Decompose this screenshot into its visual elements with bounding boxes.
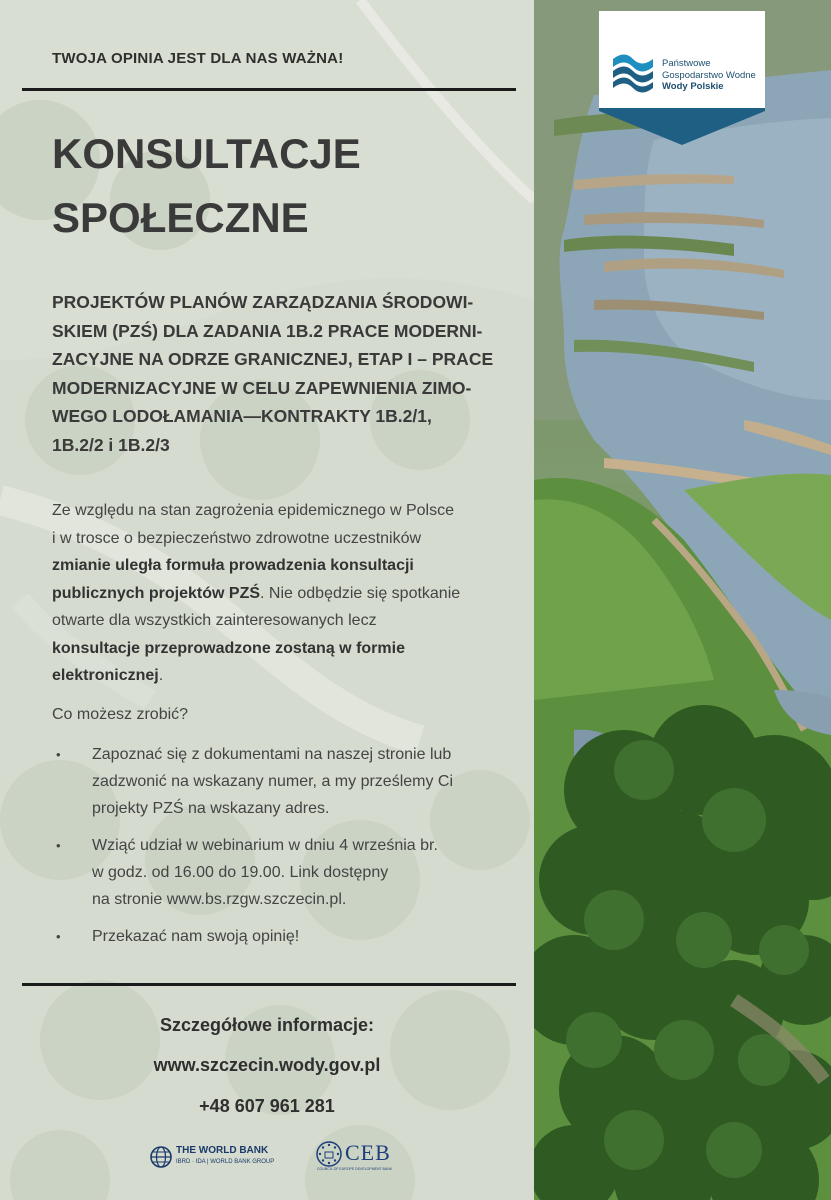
list-item-line: Wziąć udział w webinarium w dniu 4 września br. (92, 837, 438, 854)
list-item (52, 832, 522, 913)
bullet-icon: • (56, 929, 61, 944)
subtitle-line-5: WEGO LODOŁAMANIA—KONTRAKTY 1B.2/1, (52, 406, 432, 426)
subtitle-line-3: ZACYJNE NA ODRZE GRANICZNEJ, ETAP I – PRACE (52, 349, 494, 369)
actions-list (52, 741, 522, 960)
list-item (52, 923, 522, 950)
wody-polskie-badge (599, 11, 765, 145)
subtitle-line-2: SKIEM (PZŚ) DLA ZADANIA 1B.2 PRACE MODERNI- (52, 320, 483, 341)
bottom-divider (22, 983, 516, 986)
body-line-3: zmianie uległa formuła prowadzenia konsultacji (52, 557, 414, 574)
world-bank-name: THE WORLD BANK (176, 1145, 269, 1156)
body-line-7: elektronicznej. (52, 667, 164, 684)
subtitle-line-6: 1B.2/2 i 1B.2/3 (52, 434, 170, 455)
body-line-2: i w trosce o bezpieczeństwo zdrowotne uczestników (52, 529, 422, 547)
aerial-river-photo (534, 0, 831, 1200)
details-heading: Szczegółowe informacje: (159, 1015, 375, 1035)
tagline: TWOJA OPINIA JEST DLA NAS WAŻNA! (52, 50, 344, 67)
globe-icon (150, 1146, 172, 1168)
badge-line3: Wody Polskie (662, 81, 724, 92)
top-divider (22, 88, 516, 91)
list-item-line: Przekazać nam swoją opinię! (92, 928, 300, 945)
badge-org-name (662, 58, 756, 93)
body-line-5: otwarte dla wszystkich zainteresowanych lecz (52, 612, 377, 629)
badge-line2: Gospodarstwo Wodne (662, 69, 756, 81)
badge-line1: Państwowe (662, 58, 711, 69)
list-item-line: zadzwonić na wskazany numer, a my prześlemy Ci (92, 773, 454, 790)
title-line-1: KONSULTACJE (52, 130, 361, 177)
wody-polskie-logo-icon (611, 53, 655, 93)
world-bank-logo (150, 1142, 275, 1178)
bullet-icon: • (56, 838, 61, 853)
page-title (52, 122, 512, 250)
list-item-line: na stronie www.bs.rzgw.szczecin.pl. (92, 891, 347, 908)
intro-paragraph (52, 497, 522, 690)
title-line-2: SPOŁECZNE (52, 194, 309, 241)
ceb-logo (315, 1138, 405, 1178)
subtitle-line-4: MODERNIZACYJNE W CELU ZAPEWNIENIA ZIMO- (52, 377, 472, 398)
body-line-6: konsultacje przeprowadzone zostaną w formie (52, 639, 405, 657)
body-line-1: Ze względu na stan zagrożenia epidemicznego w Polsce (52, 502, 455, 519)
ceb-name: CEB (345, 1140, 391, 1165)
question-heading: Co możesz zrobić? (52, 706, 189, 723)
list-item-line: projekty PZŚ na wskazany adres. (92, 800, 330, 817)
list-item-line: w godz. od 16.00 do 19.00. Link dostępny (92, 864, 389, 881)
world-bank-subtitle: IBRD · IDA | WORLD BANK GROUP (176, 1159, 275, 1165)
list-item-line: Zapoznać się z dokumentami na naszej stronie lub (92, 746, 452, 763)
ceb-subtitle: COUNCIL OF EUROPE DEVELOPMENT BANK (317, 1167, 393, 1171)
phone-number[interactable]: +48 607 961 281 (199, 1096, 335, 1116)
list-item (52, 741, 522, 822)
bullet-icon: • (56, 747, 61, 762)
body-line-4: publicznych projektów PZŚ. Nie odbędzie się spotkanie (52, 584, 461, 602)
ceb-emblem-icon (315, 1140, 343, 1168)
subtitle-line-1: PROJEKTÓW PLANÓW ZARZĄDZANIA ŚRODOWI- (52, 292, 474, 312)
website-link[interactable]: www.szczecin.wody.gov.pl (153, 1055, 381, 1075)
project-subtitle (52, 288, 522, 459)
